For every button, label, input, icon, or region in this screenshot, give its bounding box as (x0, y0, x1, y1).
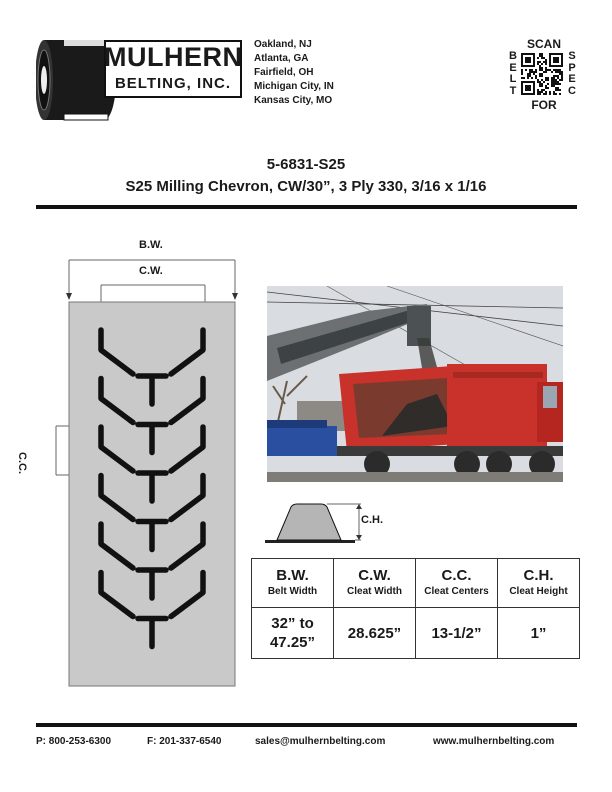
milling-truck-photo (267, 286, 563, 482)
product-code: 5-6831-S25 (266, 156, 346, 173)
product-description: S25 Milling Chevron, CW/30”, 3 Ply 330, 3/16 x 1/16 (125, 178, 487, 195)
cw-label: C.W. (139, 265, 163, 277)
spec-header-ch: C.H. Cleat Height (498, 559, 580, 608)
spec-value-cw: 28.625” (334, 608, 416, 659)
location-item: Oakland, NJ (254, 39, 312, 50)
divider (36, 205, 577, 209)
ch-label: C.H. (361, 514, 383, 526)
location-item: Kansas City, MO (254, 95, 333, 106)
footer-website[interactable]: www.mulhernbelting.com (433, 736, 555, 747)
footer-fax: F: 201-337-6540 (147, 736, 222, 747)
qr-spec-label: S P E C (568, 50, 576, 97)
cleat-profile-diagram (265, 495, 405, 550)
belt-diagram (36, 230, 256, 700)
qr-scan-label: SCAN (526, 37, 561, 51)
bw-label: B.W. (139, 239, 163, 251)
spec-value-row (252, 608, 580, 659)
location-item: Atlanta, GA (254, 53, 309, 64)
location-item: Michigan City, IN (254, 81, 334, 92)
spec-value-cc: 13-1/2” (416, 608, 498, 659)
spec-table (251, 558, 580, 659)
qr-code[interactable] (521, 53, 563, 95)
divider (36, 723, 577, 727)
location-item: Fairfield, OH (254, 67, 314, 78)
spec-value-ch: 1” (498, 608, 580, 659)
qr-for-label: FOR (531, 98, 557, 112)
spec-header-bw: B.W. Belt Width (252, 559, 334, 608)
brand-subname: BELTING, INC. (114, 75, 232, 92)
spec-header-row (252, 559, 580, 608)
footer-phone: P: 800-253-6300 (36, 736, 112, 747)
location-list (254, 38, 334, 108)
spec-value-bw: 32” to 47.25” (252, 608, 334, 659)
spec-header-cc: C.C. Cleat Centers (416, 559, 498, 608)
brand-name: MULHERN (104, 42, 243, 72)
spec-header-cw: C.W. Cleat Width (334, 559, 416, 608)
cc-label: C.C. (16, 452, 28, 474)
qr-belt-label: B E L T (509, 50, 517, 97)
footer-email[interactable]: sales@mulhernbelting.com (255, 736, 386, 747)
